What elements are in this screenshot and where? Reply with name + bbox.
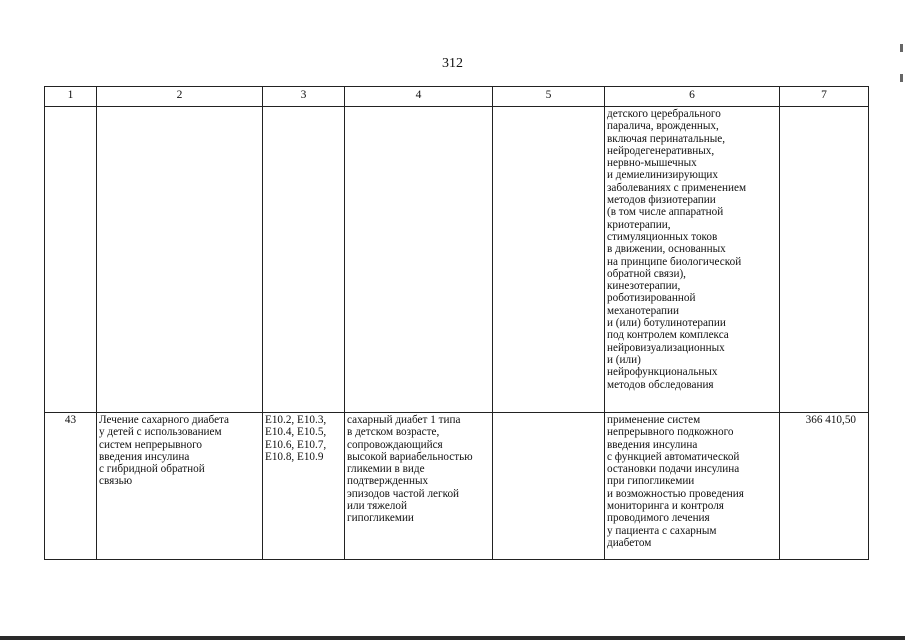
scan-edge-mark <box>900 74 903 82</box>
cell-patient-model: сахарный диабет 1 типа в детском возрасте, сопровождающийся высокой вариабельностью гликемии в виде подтвержденных эпизодов частой легкой или тяжелой гипогликемии <box>345 413 493 560</box>
cell-icd-codes <box>263 107 345 413</box>
cell-row-number: 43 <box>45 413 97 560</box>
cell-treatment-name <box>97 107 263 413</box>
column-number-2: 2 <box>97 87 263 107</box>
cell-icd-codes: E10.2, E10.3, E10.4, E10.5, E10.6, E10.7, E10.8, E10.9 <box>263 413 345 560</box>
column-number-5: 5 <box>493 87 605 107</box>
column-number-row <box>45 87 869 107</box>
cell-treatment-name: Лечение сахарного диабета у детей с использованием систем непрерывного введения инсулина с гибридной обратной связью <box>97 413 263 560</box>
scan-bottom-edge <box>0 636 905 640</box>
table-row-continuation <box>45 107 869 413</box>
scan-edge-mark <box>900 44 903 52</box>
table-row-43 <box>45 413 869 560</box>
page-number: 312 <box>442 56 463 71</box>
cell-treatment-type <box>493 107 605 413</box>
column-number-3: 3 <box>263 87 345 107</box>
column-number-1: 1 <box>45 87 97 107</box>
cell-patient-model <box>345 107 493 413</box>
cell-cost: 366 410,50 <box>780 413 869 560</box>
cell-treatment-type <box>493 413 605 560</box>
cell-treatment-method: детского церебрального паралича, врожденных, включая перинатальные, нейродегенеративных, нервно-мышечных и демиелинизирующих заболеваниях с применением методов физиотерапии (в том числе аппаратной криотерапии, стимуляционных токов в движении, основанных на принципе биологической обратной связи), кинезотерапии, роботизированной механотерапии и (или) ботулинотерапии под контролем комплекса нейровизуализационных и (или) нейрофункциональных методов обследования <box>605 107 780 413</box>
column-number-7: 7 <box>780 87 869 107</box>
column-number-6: 6 <box>605 87 780 107</box>
medical-care-table <box>44 86 869 560</box>
cell-cost <box>780 107 869 413</box>
cell-treatment-method: применение систем непрерывного подкожного введения инсулина с функцией автоматической остановки подачи инсулина при гипогликемии и возможностью проведения мониторинга и контроля проводимого лечения у пациента с сахарным диабетом <box>605 413 780 560</box>
column-number-4: 4 <box>345 87 493 107</box>
cell-row-number <box>45 107 97 413</box>
